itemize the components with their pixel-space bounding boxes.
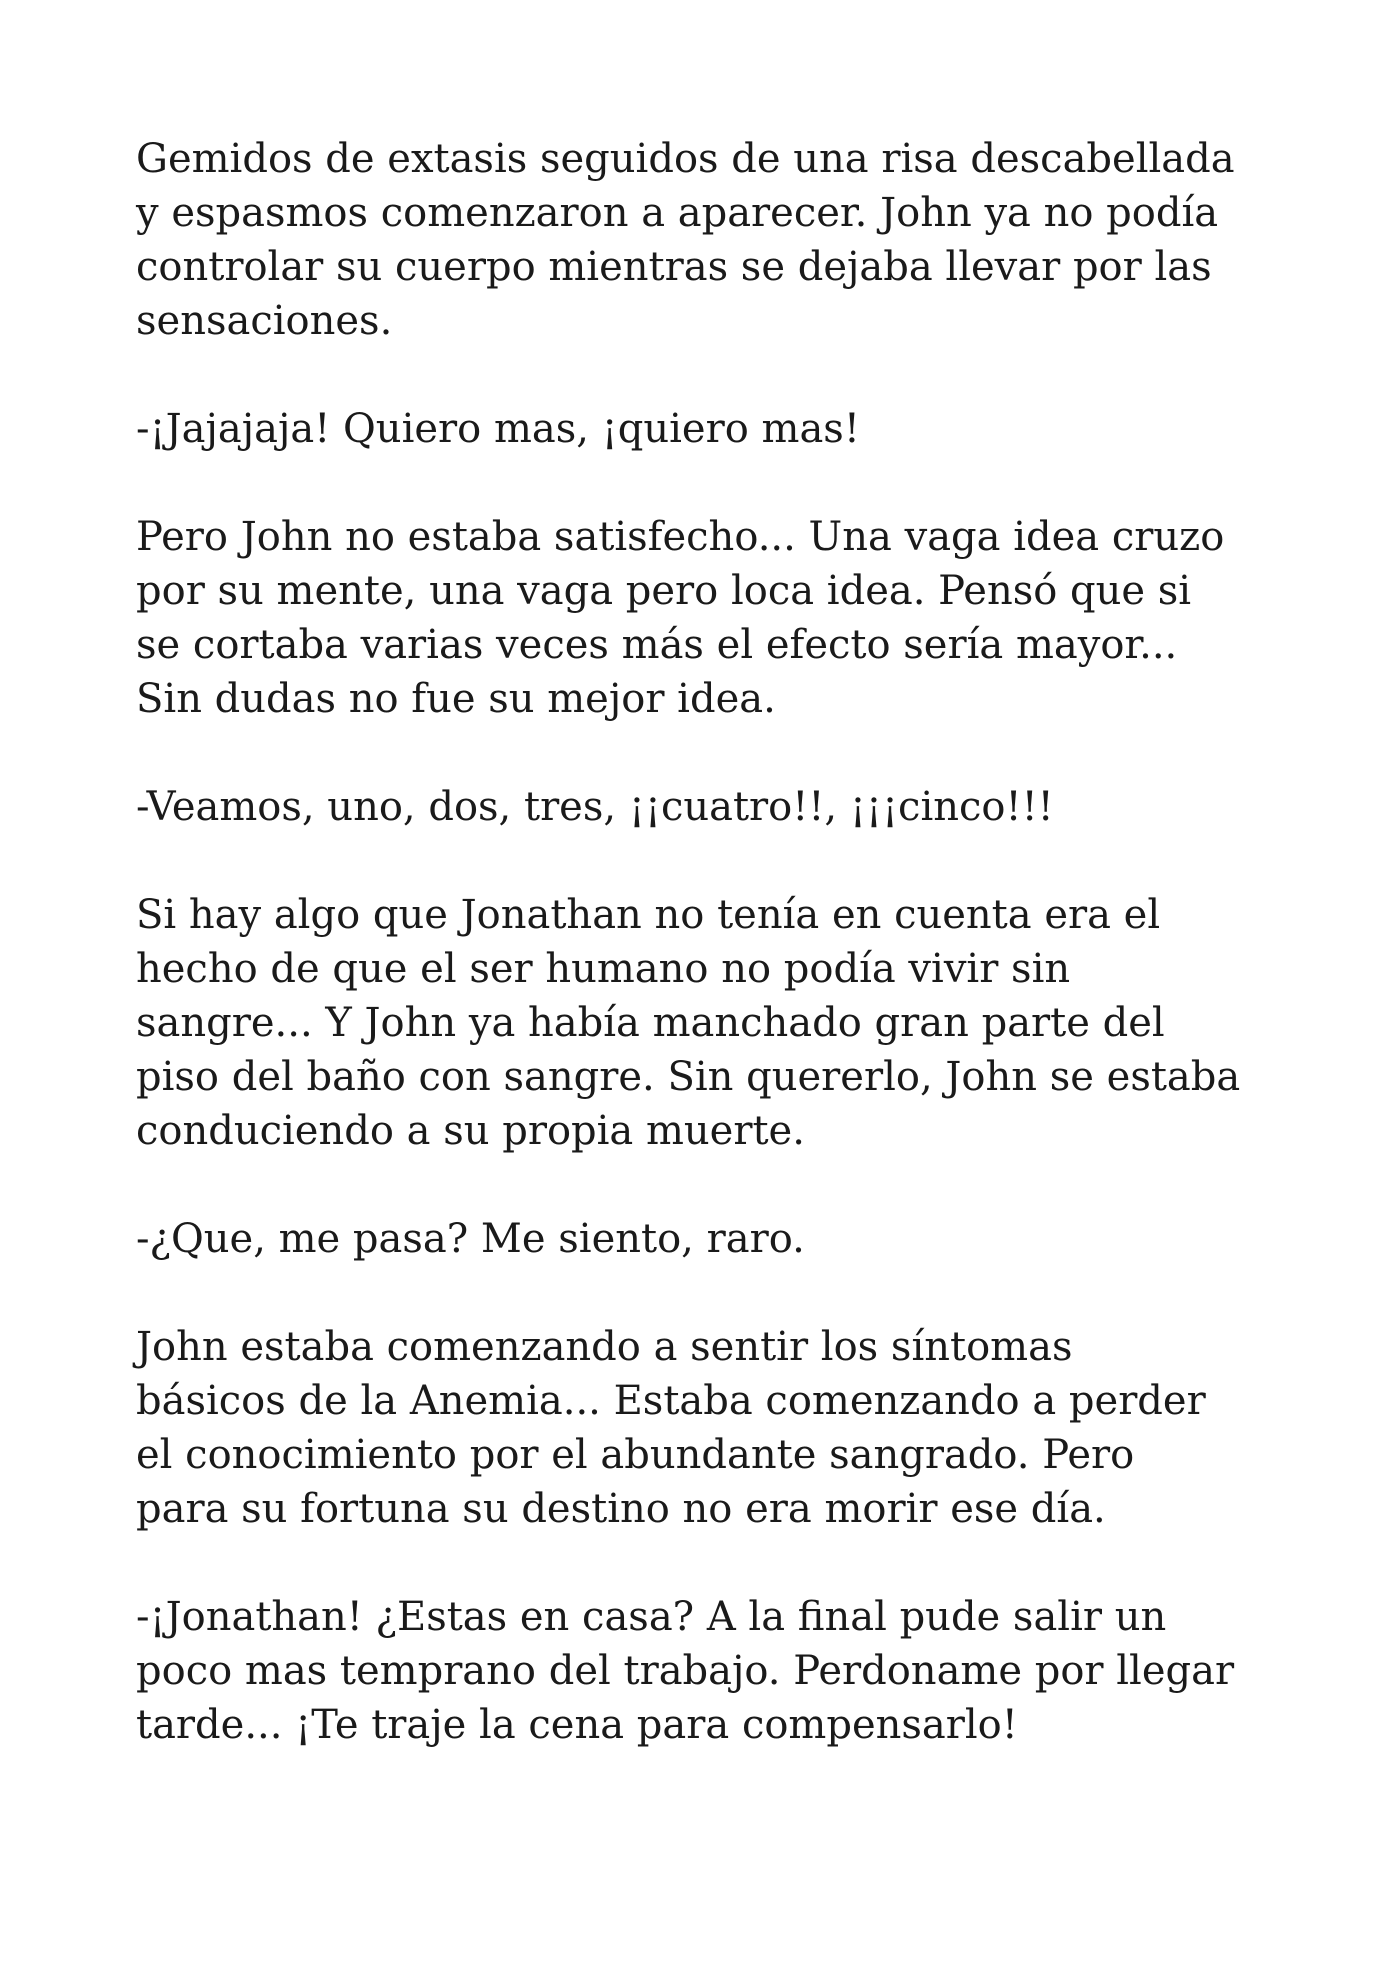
text-line: Gemidos de extasis seguidos de una risa descabellada: [136, 136, 1235, 182]
text-line: piso del baño con sangre. Sin quererlo, John se estaba: [136, 1054, 1241, 1100]
dialogue-paragraph: [136, 780, 1296, 834]
text-line: Pero John no estaba satisfecho... Una vaga idea cruzo: [136, 514, 1225, 560]
text-line: -¡Jajajaja! Quiero mas, ¡quiero mas!: [136, 406, 860, 452]
dialogue-paragraph: [136, 1590, 1296, 1752]
text-line: -Veamos, uno, dos, tres, ¡¡cuatro!!, ¡¡¡cinco!!!: [136, 784, 1054, 830]
text-line: básicos de la Anemia... Estaba comenzando a perder: [136, 1378, 1206, 1424]
text-line: John estaba comenzando a sentir los síntomas: [136, 1324, 1073, 1370]
paragraph: [136, 888, 1296, 1158]
text-line: tarde... ¡Te traje la cena para compensarlo!: [136, 1702, 1018, 1748]
text-line: -¿Que, me pasa? Me siento, raro.: [136, 1216, 805, 1262]
text-line: poco mas temprano del trabajo. Perdoname por llegar: [136, 1648, 1235, 1694]
paragraph: [136, 132, 1296, 348]
paragraph: [136, 510, 1296, 726]
text-line: Sin dudas no fue su mejor idea.: [136, 676, 776, 722]
text-line: el conocimiento por el abundante sangrado. Pero: [136, 1432, 1135, 1478]
text-line: y espasmos comenzaron a aparecer. John ya no podía: [136, 190, 1219, 236]
dialogue-paragraph: [136, 402, 1296, 456]
text-line: -¡Jonathan! ¿Estas en casa? A la final pude salir un: [136, 1594, 1167, 1640]
dialogue-paragraph: [136, 1212, 1296, 1266]
paragraph: [136, 1320, 1296, 1536]
text-line: para su fortuna su destino no era morir ese día.: [136, 1486, 1106, 1532]
text-line: conduciendo a su propia muerte.: [136, 1108, 805, 1154]
text-line: por su mente, una vaga pero loca idea. Pensó que si: [136, 568, 1192, 614]
text-line: sensaciones.: [136, 298, 393, 344]
text-line: sangre... Y John ya había manchado gran parte del: [136, 1000, 1165, 1046]
text-line: hecho de que el ser humano no podía vivir sin: [136, 946, 1071, 992]
text-line: controlar su cuerpo mientras se dejaba llevar por las: [136, 244, 1212, 290]
text-line: Si hay algo que Jonathan no tenía en cuenta era el: [136, 892, 1161, 938]
story-text: [136, 132, 1296, 1806]
text-line: se cortaba varias veces más el efecto sería mayor...: [136, 622, 1178, 668]
